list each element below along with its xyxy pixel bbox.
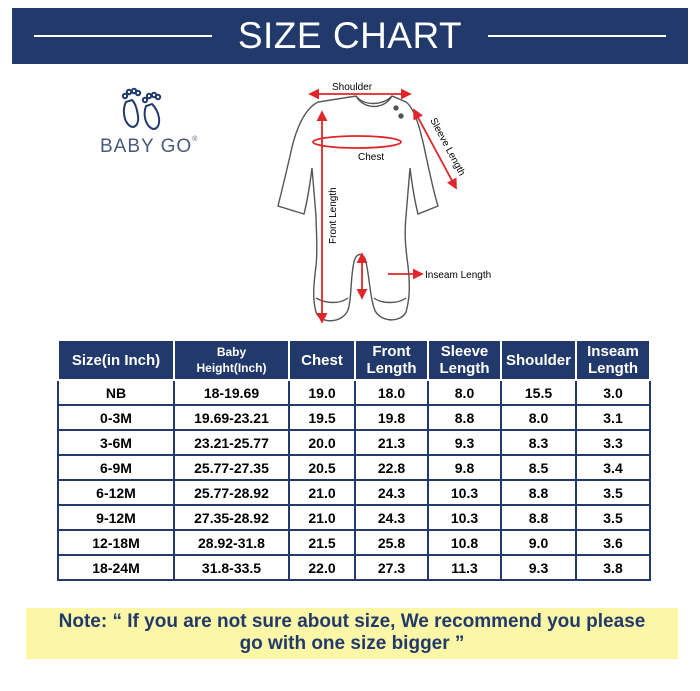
table-cell: 19.0 — [289, 380, 355, 405]
table-cell: 31.8-33.5 — [174, 555, 289, 580]
header-size: Size(in Inch) — [58, 340, 174, 380]
table-cell: 0-3M — [58, 405, 174, 430]
header-chest: Chest — [289, 340, 355, 380]
table-cell: NB — [58, 380, 174, 405]
table-cell: 24.3 — [355, 505, 428, 530]
table-cell: 10.3 — [428, 480, 501, 505]
garment-diagram — [270, 76, 510, 330]
table-cell: 25.8 — [355, 530, 428, 555]
note-line-1: Note: “ If you are not sure about size, We recommend you please — [58, 611, 646, 632]
table-row — [58, 480, 650, 505]
table-cell: 24.3 — [355, 480, 428, 505]
size-table — [57, 339, 651, 581]
table-row — [58, 380, 650, 405]
baby-feet-icon — [118, 82, 168, 132]
note-line-2: go with one size bigger ” — [239, 633, 465, 654]
table-cell: 6-9M — [58, 455, 174, 480]
table-cell: 9-12M — [58, 505, 174, 530]
table-cell: 8.3 — [501, 430, 576, 455]
shoulder-label: Shoulder — [332, 82, 373, 93]
header-inseam-length: Inseam Length — [576, 340, 650, 380]
table-row — [58, 555, 650, 580]
table-cell: 18-24M — [58, 555, 174, 580]
table-cell: 3.5 — [576, 480, 650, 505]
table-cell: 18-19.69 — [174, 380, 289, 405]
header-baby-height: Baby Height(Inch) — [174, 340, 289, 380]
table-cell: 19.69-23.21 — [174, 405, 289, 430]
table-cell: 10.3 — [428, 505, 501, 530]
table-header-row — [58, 340, 650, 380]
table-cell: 9.0 — [501, 530, 576, 555]
table-cell: 20.5 — [289, 455, 355, 480]
header-shoulder: Shoulder — [501, 340, 576, 380]
table-cell: 15.5 — [501, 380, 576, 405]
table-cell: 19.5 — [289, 405, 355, 430]
brand-logo — [96, 82, 199, 162]
page-title: SIZE CHART — [237, 15, 463, 56]
table-cell: 3.8 — [576, 555, 650, 580]
table-cell: 27.35-28.92 — [174, 505, 289, 530]
table-cell: 3-6M — [58, 430, 174, 455]
table-cell: 25.77-27.35 — [174, 455, 289, 480]
table-cell: 3.0 — [576, 380, 650, 405]
sleeve-length-label: Sleeve Length — [427, 116, 468, 178]
table-cell: 8.8 — [428, 405, 501, 430]
table-cell: 3.3 — [576, 430, 650, 455]
table-cell: 8.5 — [501, 455, 576, 480]
inseam-length-label: Inseam Length — [425, 270, 492, 281]
size-note — [26, 608, 678, 659]
table-cell: 9.3 — [428, 430, 501, 455]
brand-name: BABY GO — [100, 136, 193, 157]
table-cell: 3.4 — [576, 455, 650, 480]
header-sleeve-length: Sleeve Length — [428, 340, 501, 380]
table-row — [58, 430, 650, 455]
table-cell: 3.6 — [576, 530, 650, 555]
registered-mark: ® — [192, 136, 199, 143]
table-cell: 11.3 — [428, 555, 501, 580]
table-cell: 12-18M — [58, 530, 174, 555]
table-cell: 22.8 — [355, 455, 428, 480]
table-cell: 3.5 — [576, 505, 650, 530]
banner-rule-left — [34, 35, 212, 37]
table-cell: 27.3 — [355, 555, 428, 580]
table-row — [58, 455, 650, 480]
table-cell: 18.0 — [355, 380, 428, 405]
table-cell: 20.0 — [289, 430, 355, 455]
chest-label: Chest — [358, 152, 385, 163]
romper-outline — [278, 96, 438, 321]
front-length-label: Front Length — [328, 187, 339, 244]
table-cell: 23.21-25.77 — [174, 430, 289, 455]
header-front-length: Front Length — [355, 340, 428, 380]
table-cell: 19.8 — [355, 405, 428, 430]
table-cell: 8.8 — [501, 505, 576, 530]
table-cell: 21.3 — [355, 430, 428, 455]
table-cell: 21.0 — [289, 480, 355, 505]
table-row — [58, 405, 650, 430]
table-cell: 9.3 — [501, 555, 576, 580]
table-cell: 25.77-28.92 — [174, 480, 289, 505]
table-row — [58, 505, 650, 530]
table-cell: 10.8 — [428, 530, 501, 555]
table-cell: 6-12M — [58, 480, 174, 505]
table-cell: 8.0 — [428, 380, 501, 405]
banner-rule-right — [488, 35, 666, 37]
table-cell: 28.92-31.8 — [174, 530, 289, 555]
table-cell: 22.0 — [289, 555, 355, 580]
table-cell: 3.1 — [576, 405, 650, 430]
table-cell: 8.8 — [501, 480, 576, 505]
table-cell: 9.8 — [428, 455, 501, 480]
table-cell: 21.5 — [289, 530, 355, 555]
table-cell: 8.0 — [501, 405, 576, 430]
table-cell: 21.0 — [289, 505, 355, 530]
table-row — [58, 530, 650, 555]
header-banner — [12, 8, 688, 64]
